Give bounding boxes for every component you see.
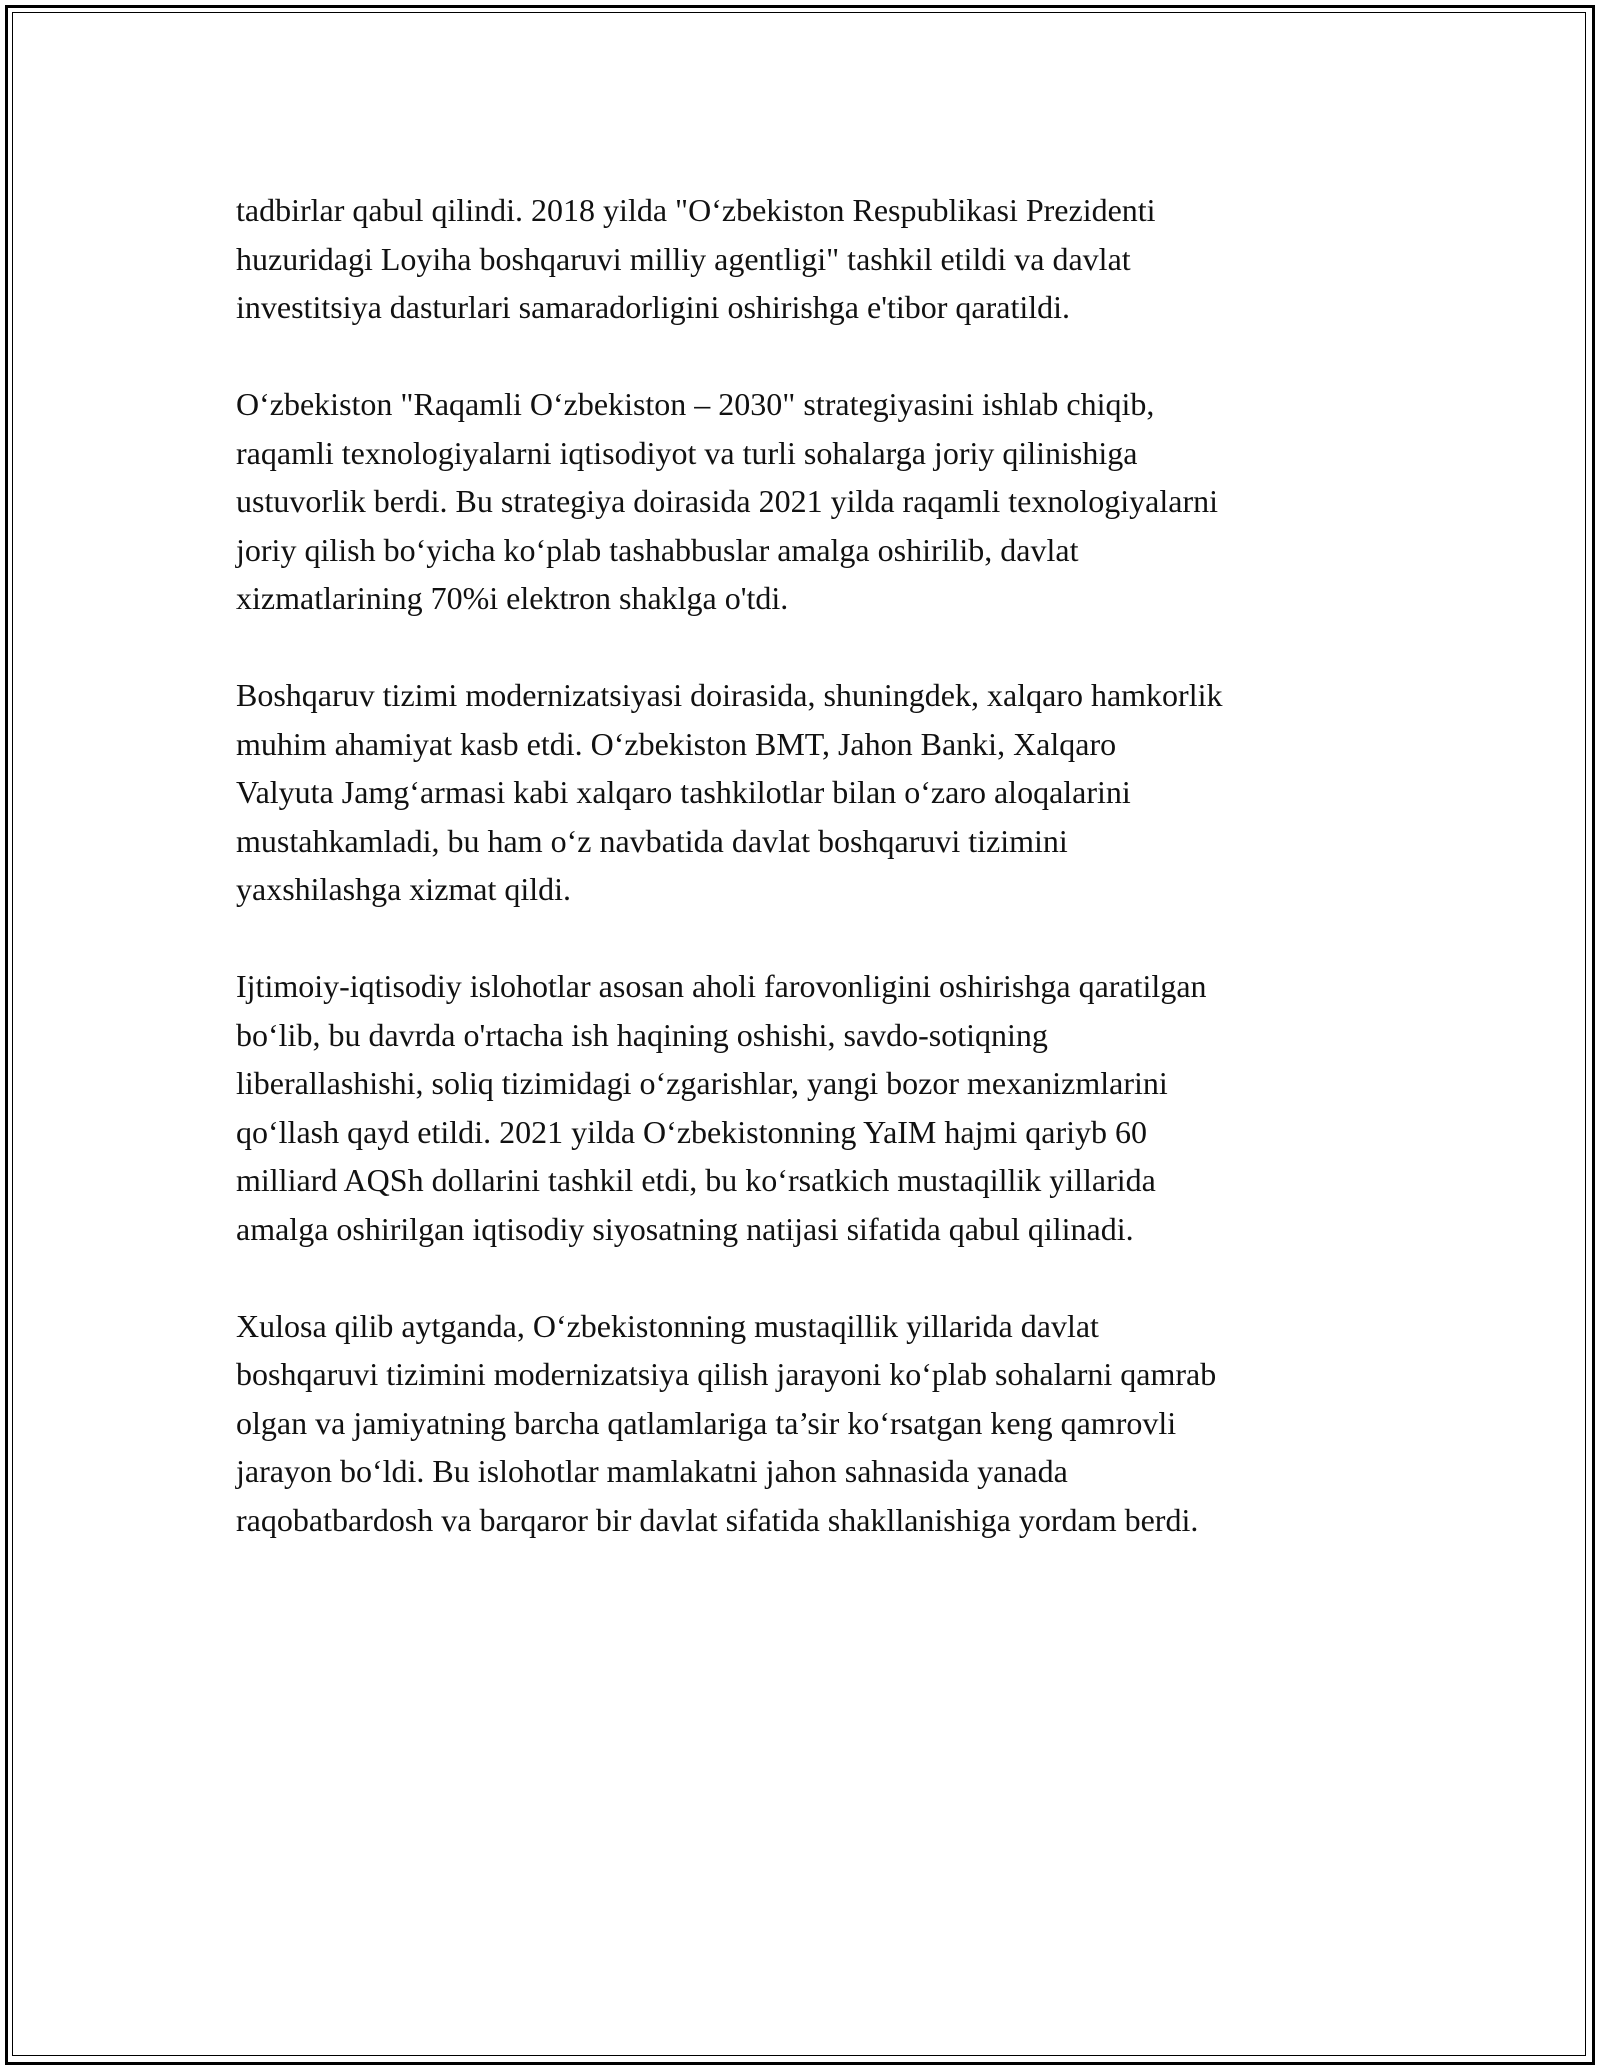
paragraph-2 — [236, 380, 1376, 623]
text-line: Boshqaruv tizimi modernizatsiyasi doirasida, shuningdek, xalqaro hamkorlik — [236, 677, 1223, 713]
paragraph-1 — [236, 186, 1376, 332]
text-line: raqamli texnologiyalarni iqtisodiyot va turli sohalarga joriy qilinishiga — [236, 434, 1138, 471]
text-line: Ijtimoiy-iqtisodiy islohotlar asosan aholi farovonligini oshirishga qaratilgan — [236, 968, 1207, 1004]
paragraph-3 — [236, 671, 1376, 914]
text-line: mustahkamladi, bu ham o‘z navbatida davlat boshqaruvi tizimini — [236, 822, 1068, 859]
text-line: ustuvorlik berdi. Bu strategiya doirasida 2021 yilda raqamli texnologiyalarni — [236, 483, 1218, 519]
text-line: yaxshilashga xizmat qildi. — [236, 871, 572, 907]
text-line: qo‘llash qayd etildi. 2021 yilda O‘zbekistonning YaIM hajmi qariyb 60 — [236, 1113, 1147, 1150]
text-line: bo‘lib, bu davrda o'rtacha ish haqining oshishi, savdo-sotiqning — [236, 1016, 1048, 1053]
paragraph-5 — [236, 1302, 1376, 1545]
text-line: Valyuta Jamg‘armasi kabi xalqaro tashkilotlar bilan o‘zaro aloqalarini — [236, 774, 1131, 810]
text-line: raqobatbardosh va barqaror bir davlat sifatida shakllanishiga yordam berdi. — [236, 1501, 1199, 1538]
text-line: jarayon bo‘ldi. Bu islohotlar mamlakatni jahon sahnasida yanada — [236, 1453, 1068, 1489]
text-line: tadbirlar qabul qilindi. 2018 yilda "O‘zbekiston Respublikasi Prezidenti — [236, 192, 1156, 228]
document-body — [236, 186, 1376, 1593]
text-line: xizmatlarining 70%i elektron shaklga o'tdi. — [236, 580, 789, 616]
text-line: milliard AQSh dollarini tashkil etdi, bu ko‘rsatkich mustaqillik yillarida — [236, 1162, 1156, 1198]
text-line: O‘zbekiston "Raqamli O‘zbekiston – 2030" strategiyasini ishlab chiqib, — [236, 386, 1155, 422]
paragraph-4 — [236, 962, 1376, 1253]
text-line: huzuridagi Loyiha boshqaruvi milliy agentligi" tashkil etildi va davlat — [236, 240, 1131, 277]
text-line: muhim ahamiyat kasb etdi. O‘zbekiston BMT, Jahon Banki, Xalqaro — [236, 725, 1117, 762]
text-line: joriy qilish bo‘yicha ko‘plab tashabbuslar amalga oshirilib, davlat — [236, 531, 1079, 568]
text-line: investitsiya dasturlari samaradorligini oshirishga e'tibor qaratildi. — [236, 289, 1071, 325]
text-line: amalga oshirilgan iqtisodiy siyosatning natijasi sifatida qabul qilinadi. — [236, 1210, 1134, 1247]
text-line: liberallashishi, soliq tizimidagi o‘zgarishlar, yangi bozor mexanizmlarini — [236, 1065, 1168, 1101]
text-line: Xulosa qilib aytganda, O‘zbekistonning mustaqillik yillarida davlat — [236, 1307, 1099, 1344]
text-line: olgan va jamiyatning barcha qatlamlariga ta’sir ko‘rsatgan keng qamrovli — [236, 1404, 1177, 1441]
text-line: boshqaruvi tizimini modernizatsiya qilish jarayoni ko‘plab sohalarni qamrab — [236, 1356, 1217, 1392]
